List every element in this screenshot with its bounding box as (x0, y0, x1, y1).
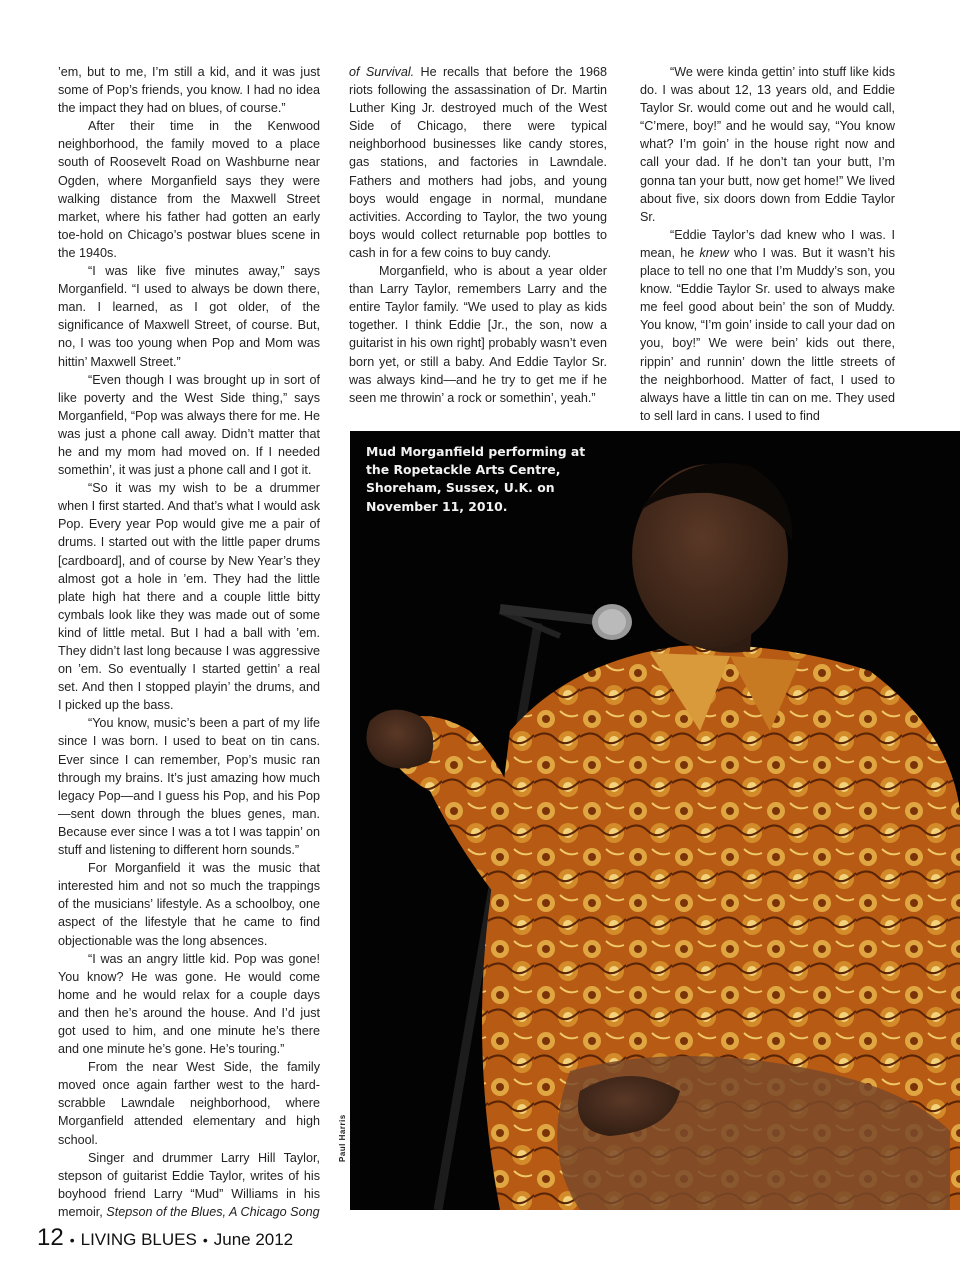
issue-date: June 2012 (213, 1230, 294, 1249)
text-column-1 (58, 63, 320, 1221)
emphasis: knew (699, 245, 729, 260)
paragraph: ’em, but to me, I’m still a kid, and it was just some of Pop’s friends, you know. I had no idea the impact they had on blues, of course.” (58, 65, 320, 116)
bullet-separator: • (202, 1232, 208, 1248)
paragraph: “I was like five minutes away,” says Morganfield. “I used to always be down there, man. I learned, as I got older, of the significance of Maxwell Street, of course. But, no, I was too young when Pop and Mom was hittin’ Maxwell Street.” (58, 264, 320, 369)
paragraph-text: He recalls that before the 1968 riots following the assassination of Dr. Martin Luther King Jr. destroyed much of the West Side of Chicago, there were typical neighborhood businesses like candy stores, gas stations, and factories in Lawndale. Fathers and mothers had jobs, and young boys would engage in normal, mundane activities. According to Taylor, the two young boys would collect returnable pop bottles to cash in for a few coins to buy candy. (349, 65, 607, 260)
paragraph: For Morganfield it was the music that interested him and not so much the trappings of the musicians’ lifestyle. As a schoolboy, one aspect of the lifestyle that he came to find objectionable was the long absences. (58, 861, 320, 948)
paragraph: “So it was my wish to be a drummer when I first started. And that’s what I would ask Pop. Every year Pop would give me a pair of drums. I started out with the little paper drums [cardboard], and of course by New Year’s they almost got a hole in ’em. They had the little plate high hat there and a couple little bitty cymbals look like they was made out of some kind of little metal. But I had a ball with ’em. They didn’t last long because I was aggressive on ’em. So eventually I started gettin’ a real set. And then I stopped playin’ the drums, and I picked up the bass. (58, 481, 320, 713)
text-column-2 (349, 63, 607, 407)
page-number: 12 (37, 1224, 64, 1251)
page-footer (37, 1224, 293, 1252)
book-title: of Survival. (349, 65, 415, 79)
paragraph-text: “Eddie Taylor’s dad knew who I was. I mean, he (640, 227, 895, 260)
book-title: Stepson of the Blues, A Chicago Song (106, 1204, 320, 1219)
magazine-name: LIVING BLUES (80, 1230, 197, 1249)
paragraph: After their time in the Kenwood neighborhood, the family moved to a place south of Roosevelt Road on Washburne near Ogden, where Morganfield says they were walking distance from the Maxwell Street market, where his father had gotten an early toe-hold on Chicago’s postwar blues scene in the 1940s. (58, 119, 320, 260)
photo-caption: Mud Morganfield performing at the Ropetackle Arts Centre, Shoreham, Sussex, U.K. on November 11, 2010. (366, 444, 586, 514)
paragraph: “We were kinda gettin’ into stuff like kids do. I was about 12, 13 years old, and Eddie Taylor Sr. would come out and he would call, “C’mere, boy!” and he would say, “You know what? I’m goin’ in the house right now and call your dad. If he don’t tan your butt, I’m gonna tan your butt, now get home!” We lived about five, six doors down from Eddie Taylor Sr. (640, 65, 895, 224)
paragraph-text: who I was. But it wasn’t his place to tell no one that I’m Muddy’s son, you know. “Eddie Taylor Sr. used to always make me feel good about bein’ the son of Muddy. You know, “I’m goin’ inside to call your dad on you, boy!” We were bein’ kids out there, rippin’ and runnin’ down the little streets of the neighborhood. Matter of fact, I used to always have a little tin can on me. They used to sell lard in cans. I used to find (640, 245, 895, 423)
bullet-separator: • (69, 1232, 75, 1248)
paragraph: Morganfield, who is about a year older than Larry Taylor, remembers Larry and the entire Taylor family. “We used to play as kids together. I think Eddie [Jr., the son, now a guitarist in his own right] probably wasn’t even born yet, or still a baby. And Eddie Taylor Sr. was always kind—and he try to get me if he seen me throwin’ a rock or somethin’, yeah.” (349, 264, 607, 405)
paragraph (58, 1149, 320, 1221)
performer-illustration (350, 431, 960, 1210)
photo-credit: Paul Harris (338, 1114, 347, 1162)
paragraph: From the near West Side, the family moved once again farther west to the hard-scrabble Lawndale neighborhood, where Morganfield attended elementary and high school. (58, 1060, 320, 1147)
text-column-3 (640, 63, 895, 425)
paragraph (640, 226, 895, 425)
paragraph: “Even though I was brought up in sort of like poverty and the West Side thing,” says Morganfield, “Pop was always there for me. He was just a phone call away. Didn’t matter that he and my mom had moved on. If I needed somethin’, it was just a phone call and I got it. (58, 372, 320, 478)
paragraph (349, 63, 607, 262)
paragraph: “I was an angry little kid. Pop was gone! You know? He was gone. He would come home and he would relax for a couple days and then he’s around the house. And I’d just got used to him, and one minute he’s there and one minute he’s gone. He’s touring.” (58, 951, 320, 1057)
performer-photo (350, 431, 960, 1210)
paragraph: “You know, music’s been a part of my life since I was born. I used to beat on tin cans. Ever since I can remember, Pop’s music ran through my brains. It’s just amazing how much legacy Pop—and I guess his Pop, and his Pop—sent down through the blues genes, man. Because ever since I was a tot I was tappin’ on stuff and listening to different horn sounds.” (58, 716, 320, 858)
paragraph-text: Singer and drummer Larry Hill Taylor, stepson of guitarist Eddie Taylor, writes of his boyhood friend Larry “Mud” Williams in his memoir, (58, 1150, 320, 1219)
